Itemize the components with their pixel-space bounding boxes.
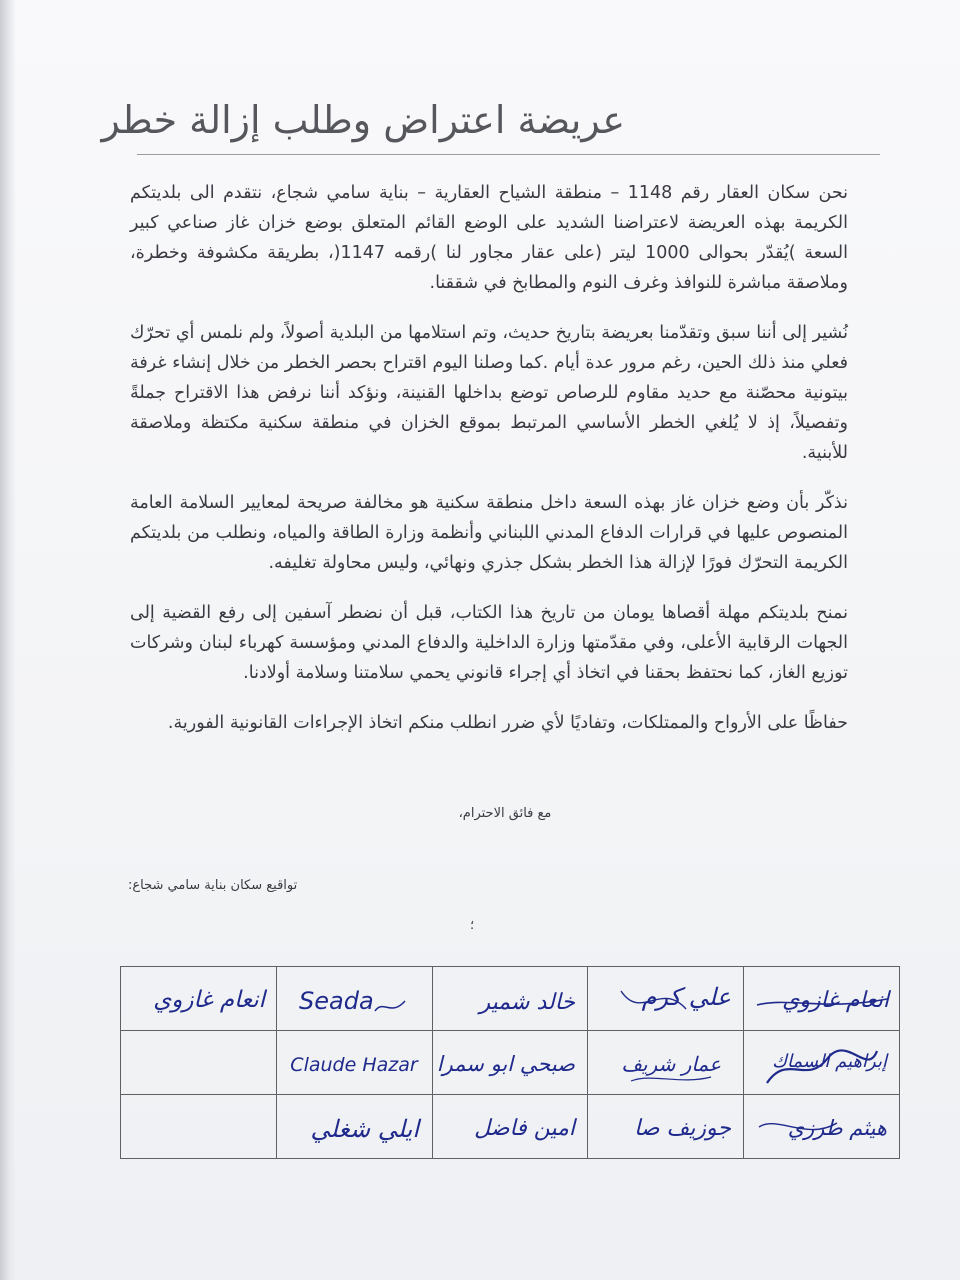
- signature-r2c4-text: Claude Hazar: [290, 1053, 418, 1076]
- signature-r2c1: [747, 1033, 897, 1093]
- signature-r1c5: [123, 971, 273, 1027]
- signature-cell: [276, 1095, 432, 1159]
- signature-r2c2-text: عمار شريف: [621, 1051, 721, 1076]
- signature-r1c5-text: انعام غازوي: [153, 986, 266, 1013]
- closing-salutation: مع فائق الاحترام،: [458, 806, 552, 821]
- paragraph-1: نحن سكان العقار رقم 1148 – منطقة الشياح العقارية – بناية سامي شجاع، نتقدم الى بلديتكم الكريمة بهذه العريضة لاعتراضنا الشديد على الوضع القائم المتعلق بوضع خزان غاز صناعي كبير السعة )يُقدّر بحوالى 1000 ليتر (على عقار مجاور لنا )رقمه 1147(، بطريقة مكشوفة وخطرة، وملاصقة مباشرة للنوافذ وغرف النوم والمطابخ في شققنا.: [130, 183, 848, 293]
- paragraph-3: نذكّر بأن وضع خزان غاز بهذه السعة داخل منطقة سكنية هو مخالفة صريحة لمعايير السلامة العامة المنصوص عليها في قرارات الدفاع المدني اللبناني وأنظمة وزارة الطاقة والمياه، ونطلب من بلديتكم الكريمة التحرّك فورًا لإزالة هذا الخطر بشكل جذري ونهائي، وليس محاولة تغليفه.: [130, 493, 848, 573]
- signature-cell: [744, 1095, 900, 1159]
- signature-r2c1-text: إبراهيم السماك: [771, 1050, 887, 1072]
- stray-mark: ؛: [470, 918, 475, 933]
- signature-cell: [276, 1031, 432, 1095]
- signature-r1c2-text: علي كرم: [641, 982, 731, 1011]
- signature-r1c3: [435, 971, 585, 1027]
- signature-r3c4-text: ايلي شغلي: [310, 1114, 420, 1143]
- signature-row: [121, 1031, 900, 1095]
- signature-cell: [432, 1031, 588, 1095]
- signature-r3c1-text: هيثم طرزي: [787, 1115, 887, 1140]
- signature-cell: [121, 1095, 277, 1159]
- signature-cell: [432, 967, 588, 1031]
- paragraph-2: نُشير إلى أننا سبق وتقدّمنا بعريضة بتاريخ حديث، وتم استلامها من البلدية أصولاً، ولم نلمس أي تحرّك فعلي منذ ذلك الحين، رغم مرور عدة أيام .كما وصلنا اليوم اقتراح بحصر الخطر من خلال إنشاء غرفة بيتونية محصّنة مع حديد مقاوم للرصاص توضع بداخلها القنينة، ونؤكد أننا نرفض هذا الاقتراح جملةً وتفصيلاً، إذ لا يُلغي الخطر الأساسي المرتبط بموقع الخزان في منطقة سكنية مكتظة وملاصقة للأبنية.: [130, 323, 848, 463]
- signature-cell: [588, 1031, 744, 1095]
- signature-cell: [276, 967, 432, 1031]
- signature-cell: [744, 967, 900, 1031]
- signature-cell: [121, 967, 277, 1031]
- signature-r1c3-text: خالد شمير: [479, 989, 576, 1015]
- signature-r3c4: [279, 1097, 429, 1157]
- paragraph-5: حفاظًا على الأرواح والممتلكات، وتفاديًا لأي ضرر انطلب منكم اتخاذ الإجراءات القانونية الفورية.: [167, 713, 848, 733]
- page-edge-shadow: [0, 0, 16, 1280]
- signature-table: [120, 966, 900, 1159]
- signature-r3c5: [123, 1097, 273, 1157]
- signature-r1c4: [279, 971, 429, 1027]
- signature-r1c1-text: انعام غازوي: [781, 987, 889, 1013]
- signature-r2c3-text: صبحي ابو سمرا: [436, 1051, 576, 1076]
- document-title: عريضة اعتراض وطلب إزالة خطر: [101, 98, 625, 142]
- signature-r1c4-text: Seada: [299, 986, 374, 1015]
- signature-cell: [121, 1031, 277, 1095]
- signature-cell: [588, 1095, 744, 1159]
- signature-r1c1: [747, 971, 897, 1027]
- signature-r2c5: [123, 1033, 273, 1093]
- signature-r3c3: [435, 1097, 585, 1157]
- signature-r1c2: [591, 971, 741, 1027]
- document-body: [130, 178, 848, 758]
- signature-r2c3: [435, 1033, 585, 1093]
- signature-cell: [744, 1031, 900, 1095]
- signature-cell: [432, 1095, 588, 1159]
- signature-cell: [588, 967, 744, 1031]
- signature-row: [121, 967, 900, 1031]
- paragraph-4: نمنح بلديتكم مهلة أقصاها يومان من تاريخ هذا الكتاب، قبل أن نضطر آسفين إلى رفع القضية إلى الجهات الرقابية الأعلى، وفي مقدّمتها وزارة الداخلية والدفاع المدني ومؤسسة كهرباء لبنان وشركات توزيع الغاز، كما نحتفظ بحقنا في اتخاذ أي إجراء قانوني يحمي سلامتنا وسلامة أولادنا.: [130, 603, 848, 683]
- signature-r3c1: [747, 1097, 897, 1157]
- signature-row: [121, 1095, 900, 1159]
- signature-r3c3-text: امين فاضل: [474, 1115, 576, 1141]
- title-underline: [137, 154, 880, 155]
- signature-r2c2: [591, 1033, 741, 1093]
- signature-r3c2-text: جوزيف صا: [633, 1115, 731, 1141]
- signature-r2c4: [279, 1033, 429, 1093]
- signatures-label: تواقيع سكان بناية سامي شجاع:: [128, 878, 298, 893]
- signature-r3c2: [591, 1097, 741, 1157]
